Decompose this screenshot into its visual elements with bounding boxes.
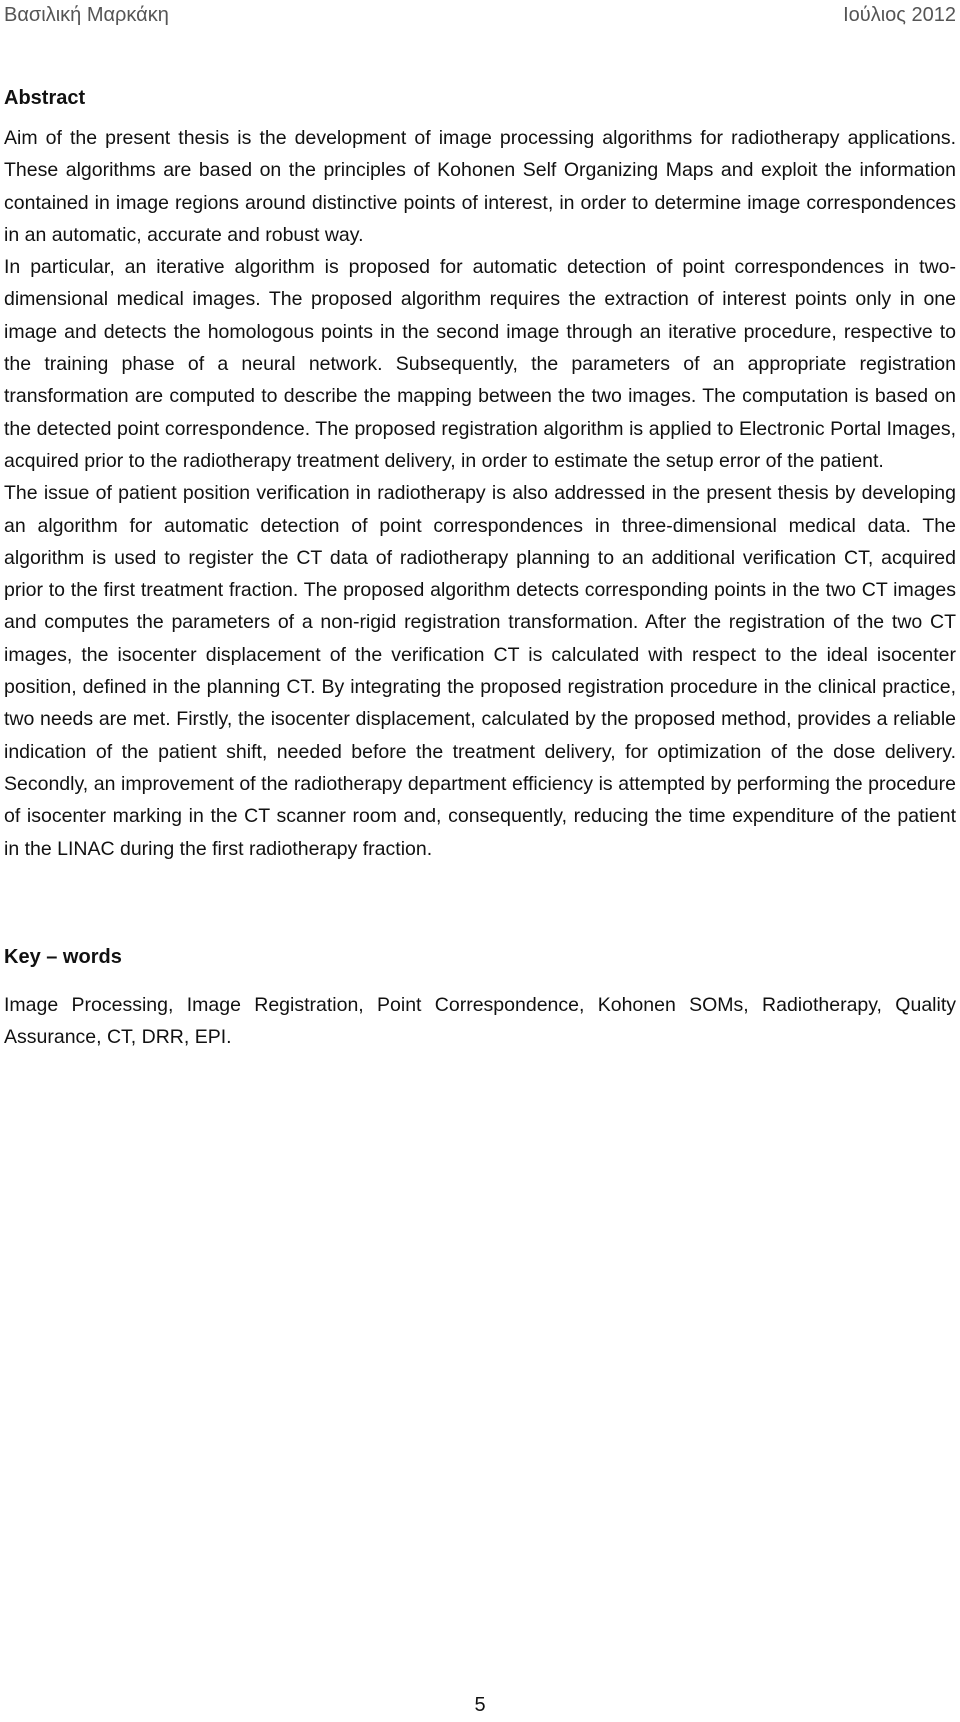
abstract-paragraph: The issue of patient position verification in radiotherapy is also addressed in the present thesis by developing an algorithm for automatic detection of point correspondences in three-dimensional medical data. The algorithm is used to register the CT data of radiotherapy planning to an additional verification CT, acquired prior to the first treatment fraction. The proposed algorithm detects corresponding points in the two CT images and computes the parameters of a non-rigid registration transformation. After the registration of the two CT images, the isocenter displacement of the verification CT is calculated with respect to the ideal isocenter position, defined in the planning CT. By integrating the proposed registration procedure in the clinical practice, two needs are met. Firstly, the isocenter displacement, calculated by the proposed method, provides a reliable indication of the patient shift, needed before the treatment delivery, for optimization of the dose delivery. Secondly, an improvement of the radiotherapy department efficiency is attempted by performing the procedure of isocenter marking in the CT scanner room and, consequently, reducing the time expenditure of the patient in the LINAC during the first radiotherapy fraction. [4, 482, 956, 860]
abstract-paragraph: Aim of the present thesis is the development of image processing algorithms for radiotherapy applications. These algorithms are based on the principles of Kohonen Self Organizing Maps and exploit the information contained in image regions around distinctive points of interest, in order to determine image correspondences in an automatic, accurate and robust way. [4, 127, 956, 246]
page-content [4, 80, 956, 1053]
abstract-heading: Abstract [4, 87, 86, 109]
page-number: 5 [474, 1694, 486, 1716]
running-header [4, 0, 956, 30]
keywords-heading: Key – words [4, 945, 122, 968]
header-author: Βασιλική Μαρκάκη [4, 3, 169, 26]
abstract-paragraph: In particular, an iterative algorithm is proposed for automatic detection of point correspondences in two-dimensional medical images. The proposed algorithm requires the extraction of interest points only in one image and detects the homologous points in the second image through an iterative procedure, respective to the training phase of a neural network. Subsequently, the parameters of an appropriate registration transformation are computed to describe the mapping between the two images. The computation is based on the detected point correspondence. The proposed registration algorithm is applied to Electronic Portal Images, acquired prior to the radiotherapy treatment delivery, in order to estimate the setup error of the patient. [4, 256, 956, 472]
spacer [4, 865, 956, 939]
keywords-text: Image Processing, Image Registration, Point Correspondence, Kohonen SOMs, Radiotherapy, Quality Assurance, CT, DRR, EPI. [4, 993, 956, 1049]
header-date: Ιούλιος 2012 [843, 3, 956, 26]
spacer [4, 975, 956, 989]
